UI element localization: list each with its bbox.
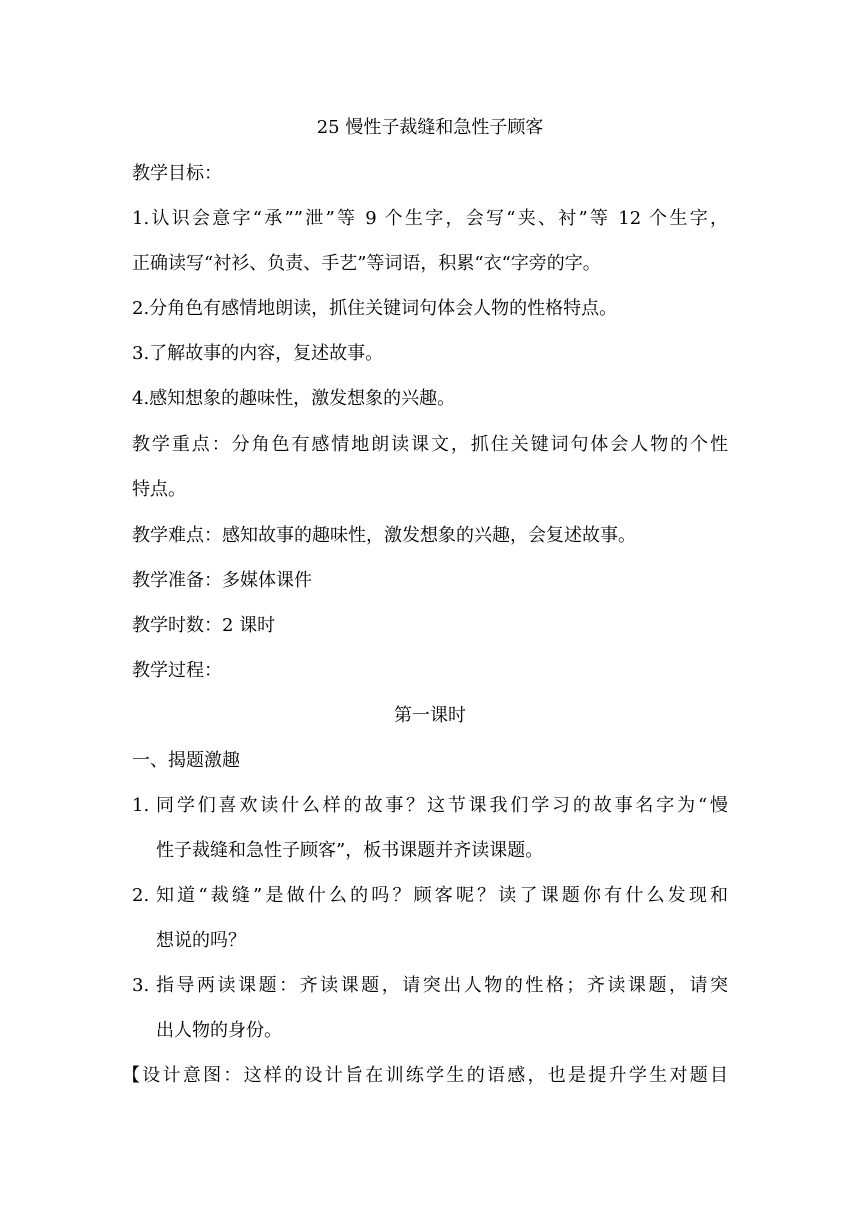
key-points-line-2: 特点。 [132,479,186,500]
step-3-line-2: 出人物的身份。 [156,1020,282,1041]
objective-1-line-2: 正确读写“衬衫、负责、手艺”等词语，积累“衣“字旁的字。 [132,253,601,274]
design-intent: 【设计意图：这样的设计旨在训练学生的语感，也是提升学生对题目 [122,1065,728,1086]
step-2-line-2: 想说的吗？ [156,930,246,951]
lesson-heading: 第一课时 [394,705,466,726]
document-title: 25 慢性子裁缝和急性子顾客 [316,117,544,138]
difficulties: 教学难点：感知故事的趣味性，激发想象的兴趣，会复述故事。 [132,525,636,546]
objectives-heading: 教学目标： [132,163,222,184]
teaching-hours: 教学时数：2 课时 [132,615,276,636]
step-2-number: 2. [132,885,150,906]
step-1-line-2: 性子裁缝和急性子顾客”，板书课题并齐读课题。 [156,840,544,861]
step-3-line-1: 指导两读课题：齐读课题，请突出人物的性格；齐读课题，请突 [156,975,728,996]
step-3-number: 3. [132,975,150,996]
objective-2: 2.分角色有感情地朗读，抓住关键词句体会人物的性格特点。 [132,298,618,319]
step-1-number: 1. [132,795,150,816]
objective-1-line-1: 1.认识会意字“承””泄”等 9 个生字，会写“夹、衬”等 12 个生字， [132,208,728,229]
preparation: 教学准备：多媒体课件 [132,570,312,591]
objective-4: 4.感知想象的趣味性，激发想象的兴趣。 [132,388,456,409]
section-1-heading: 一、揭题激趣 [132,750,240,771]
objective-3: 3.了解故事的内容，复述故事。 [132,343,384,364]
step-2-line-1: 知道“裁缝”是做什么的吗？顾客呢？读了课题你有什么发现和 [156,885,728,906]
process-heading: 教学过程： [132,660,222,681]
key-points-line-1: 教学重点：分角色有感情地朗读课文，抓住关键词句体会人物的个性 [132,434,728,455]
step-1-line-1: 同学们喜欢读什么样的故事？这节课我们学习的故事名字为“慢 [156,795,728,816]
